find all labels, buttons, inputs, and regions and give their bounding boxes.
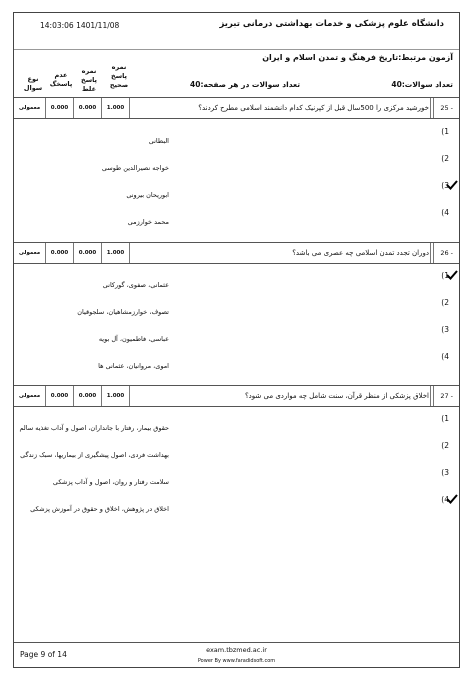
question-bar [14,97,459,119]
score-correct: 1.000 [102,98,130,118]
question-number: 26 - [433,243,453,263]
option-text: اخلاق در پژوهش، اخلاق و حقوق در آموزش پزشکی [30,505,169,513]
score-correct: 1.000 [102,386,130,406]
footer-powered-by: Power By www.faradidsoft.com [197,658,276,664]
question-bar [14,385,459,407]
option-text: عثمانی، صفوی، گورکانی [102,281,169,289]
col-header-type: نوع سوال [23,75,43,92]
option-number: (3 [441,325,449,334]
option-text: اموی، مروانیان، عثمانی ها [98,362,169,370]
university-title: دانشگاه علوم پزشکی و خدمات بهداشتی درمانی تبریز [219,19,444,29]
option-text: سلامت رفتار و روان، اصول و آداب پزشکی [52,478,169,486]
option-number: (4 [441,352,449,361]
option-number: (1 [441,127,449,136]
option-number: (4 [441,495,449,504]
exam-title: آزمون مرتبط:تاریخ فرهنگ و تمدن اسلام و ایران [262,53,453,62]
question-type: معمولی [14,98,46,118]
score-wrong: 0.000 [74,98,102,118]
score-wrong: 0.000 [74,243,102,263]
correct-answer-check-icon [446,270,458,280]
header-divider [14,49,459,50]
option-text: عباسی، فاطمیون، آل بویه [98,335,169,343]
score-wrong: 0.000 [74,386,102,406]
question-number: 25 - [433,98,453,118]
question-text: دوران تجدد تمدن اسلامی چه عصری می باشد؟ [292,249,429,257]
score-no-answer: 0.000 [46,243,74,263]
col-header-correct: نمره پاسخ صحیح [109,63,129,89]
footer-site: exam.tbzmed.ac.ir [206,646,267,654]
question-type: معمولی [14,243,46,263]
option-text: محمد خوارزمی [127,218,169,226]
footer-divider [14,642,459,643]
question-type: معمولی [14,386,46,406]
option-number: (3 [441,468,449,477]
col-header-no-answer: عدم پاسخگ [49,71,73,88]
option-text: بهداشت فردی، اصول پیشگیری از بیماریها، سبک زندگی [20,451,169,459]
option-number: (1 [441,414,449,423]
correct-answer-check-icon [446,180,458,190]
page-number: Page 9 of 14 [20,650,67,659]
option-number: (2 [441,441,449,450]
page-header [14,13,459,43]
option-text: خواجه نصیرالدین طوسی [101,164,169,172]
option-number: (2 [441,154,449,163]
score-no-answer: 0.000 [46,386,74,406]
option-text: تصوف، خوارزمشاهیان، سلجوقیان [77,308,169,316]
question-count: تعداد سوالات:40 [391,80,453,89]
col-header-wrong: نمره پاسخ غلط [81,67,97,93]
question-bar [14,242,459,264]
score-correct: 1.000 [102,243,130,263]
option-number: (4 [441,208,449,217]
option-number: (1 [441,271,449,280]
print-datetime: 14:03:06 1401/11/08 [40,21,120,30]
question-number: 27 - [433,386,453,406]
question-text: اخلاق پزشکی از منظر قرآن، سنت شامل چه مواردی می شود؟ [244,392,429,400]
questions-per-page: تعداد سوالات در هر صفحه:40 [190,80,301,89]
correct-answer-check-icon [446,494,458,504]
score-no-answer: 0.000 [46,98,74,118]
exam-page [13,12,460,668]
option-text: حقوق بیمار، رفتار با جانداران، اصول و آداب تغذیه سالم [19,424,169,432]
option-text: ابوریحان بیرونی [126,191,169,199]
option-number: (2 [441,298,449,307]
option-text: البطانی [148,137,169,145]
option-number: (3 [441,181,449,190]
question-text: خورشید مرکزی را 500سال قبل از کپرنیک کدام دانشمند اسلامی مطرح کردند؟ [198,104,429,112]
